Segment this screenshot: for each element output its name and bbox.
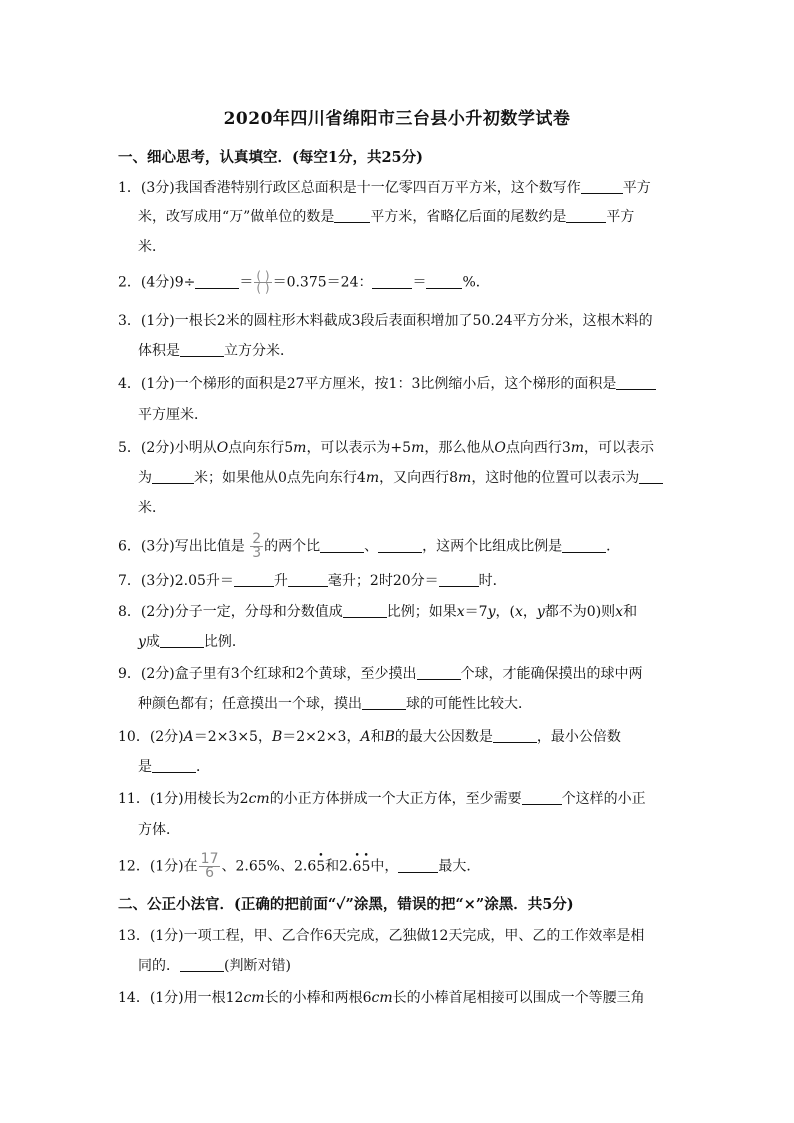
question-9-line-2: 种颜色都有；任意摸出一个球，摸出 球的可能性比较大． [138,696,532,712]
answer-blank[interactable] [616,375,656,390]
question-2: 2．(4分)9÷ ＝ $\frac{( )}{( )}$ ＝0.375＝24： ＝ %． [118,269,490,295]
answer-blank[interactable] [417,665,461,680]
answer-blank[interactable] [639,469,663,484]
question-10-line-1: 10．(2分)A＝2×3×5，B＝2×2×3，A和B的最大公因数是 ，最小公倍数 [118,729,621,745]
answer-blank[interactable] [234,572,274,587]
repeating-digit: • 6 [353,857,362,877]
question-5-line-2: 为 米；如果他从0点先向东行4m，又向西行8m，这时他的位置可以表示为 [138,468,678,488]
answer-blank[interactable] [152,469,194,484]
question-7: 7．(3分)2.05升＝ 升 毫升；2时20分＝ 时． [118,573,507,589]
question-1-line-1: 1．(3分)我国香港特别行政区总面积是十一亿零四百万平方米，这个数写作 平方 [118,180,651,196]
question-11-line-1: 11．(1分)用棱长为2cm的小正方体拼成一个大正方体，至少需要 个这样的小正 [118,791,646,807]
question-1-line-3: 米． [138,239,166,255]
answer-blank[interactable] [362,695,406,710]
question-8-line-2: y成 比例． [138,634,246,650]
answer-blank[interactable] [566,208,606,223]
question-4-line-1: 4．(1分)一个梯形的面积是27平方厘米，按1：3比例缩小后，这个梯形的面积是 [118,374,678,394]
repeating-digit: • 5 [316,857,325,877]
answer-blank[interactable] [152,758,196,773]
question-12: 12．(1分)在 $\frac{17}{6}$ 、2.65%、2.6• 5和2.• 6• 5中， 最大． [118,853,678,880]
question-8-line-1: 8．(2分)分子一定，分母和分数值成 比例；如果x＝7y，(x，y都不为0)则x和 [118,604,638,620]
answer-blank[interactable] [562,538,606,553]
answer-blank[interactable] [180,342,224,357]
answer-blank[interactable] [288,572,328,587]
question-1-line-2: 米，改写成用“万”做单位的数是 平方米，省略亿后面的尾数约是 平方 [138,209,635,225]
answer-blank[interactable] [493,728,537,743]
question-13-line-1: 13．(1分)一项工程，甲、乙合作6天完成，乙独做12天完成，甲、乙的工作效率是相 [118,928,645,944]
answer-blank[interactable] [378,538,422,553]
fraction-seventeen-sixths: $\frac{17}{6}$ [200,851,219,881]
fraction-two-thirds: $\frac{2}{3}$ [252,531,262,561]
question-11-line-2: 方体． [138,822,180,838]
answer-blank[interactable] [522,790,562,805]
answer-blank[interactable] [581,179,623,194]
answer-blank[interactable] [398,858,438,873]
answer-blank[interactable] [343,603,387,618]
section-true-false-heading: 二、公正小法官．(正确的把前面“✓”涂黑，错误的把“×”涂黑．共5分) [118,896,574,913]
section-fill-in-heading: 一、细心思考，认真填空．(每空1分，共25分) [118,149,423,166]
fraction-blank[interactable]: $\frac{( )}{( )}$ [256,269,270,295]
exam-title: 2020年四川省绵阳市三台县小升初数学试卷 [223,109,571,129]
answer-blank[interactable] [439,572,479,587]
question-14-line-1: 14．(1分)用一根12cm长的小棒和两根6cm长的小棒首尾相接可以围成一个等腰三角 [118,990,645,1006]
answer-blank[interactable] [320,538,364,553]
question-6: 6．(3分)写出比值是 $\frac{2}{3}$ 的两个比 、 ，这两个比组成比例是 ． [118,531,621,561]
answer-blank[interactable] [334,208,370,223]
question-10-line-2: 是 ． [138,759,210,775]
question-3-line-1: 3．(1分)一根长2米的圆柱形木料截成3段后表面积增加了50.24平方分米，这根木料的 [118,313,653,329]
answer-blank[interactable] [180,957,224,972]
question-9-line-1: 9．(2分)盒子里有3个红球和2个黄球，至少摸出 个球，才能确保摸出的球中两 [118,666,643,682]
question-5-line-1: 5．(2分)小明从O点向东行5m，可以表示为+5m，那么他从O点向西行3m，可以表示 [118,440,655,456]
repeating-digit: • 5 [361,857,370,877]
question-3-line-2: 体积是 立方分米． [138,343,294,359]
answer-blank[interactable] [160,633,204,648]
answer-blank[interactable] [195,274,239,289]
question-4-line-2: 平方厘米． [138,407,208,423]
answer-blank[interactable] [426,274,462,289]
question-13-line-2: 同的． (判断对错) [138,958,291,974]
question-5-line-3: 米． [138,500,166,516]
answer-blank[interactable] [372,274,412,289]
